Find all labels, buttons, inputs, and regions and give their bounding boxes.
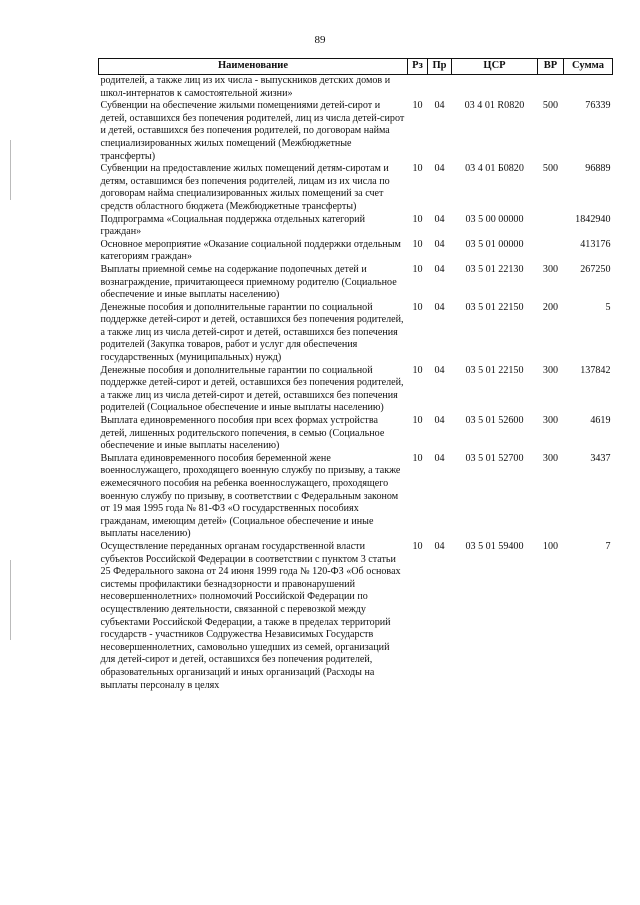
- row-pr: 04: [434, 163, 445, 175]
- header-vr: ВР: [538, 59, 564, 75]
- header-sum: Сумма: [564, 59, 613, 75]
- row-rz: 10: [412, 364, 423, 376]
- row-name: Выплата единовременного пособия при всех формах устройства детей, лишенных родительского попечения, в семью (Социальное обеспечение и иные выплаты населению): [100, 415, 385, 452]
- table-row: [99, 415, 613, 453]
- row-csr: 03 5 01 52700: [465, 452, 524, 464]
- row-sum: [564, 75, 613, 101]
- row-vr: 300: [542, 364, 559, 376]
- row-name: Субвенции на обеспечение жилыми помещениями детей-сирот и детей, оставшихся без попечения родителей, лиц из числа детей-сирот и детей, оставшихся без попечения родителей, по договорам найма специализированных жилых помещений (Межбюджетные трансферты): [100, 100, 405, 162]
- row-name: Осуществление переданных органам государственной власти субъектов Российской Федерации в соответствии с пунктом 3 статьи 25 Федерального закона от 24 июня 1999 года № 120-ФЗ «Об основах системы профилактики безнадзорности и правонарушений несовершеннолетних» полномочий Российской Федерации по осуществлению деятельности, связанной с перевозкой между субъектами Российской Федерации, а также в пределах территорий государств - участников Содружества Независимых Государств несовершеннолетних, самовольно ушедших из семей, организаций для детей-сирот и детей, оставшихся без попечения родителей, образовательных организаций и иных организаций (Расходы на выплаты персоналу в целях: [100, 540, 401, 691]
- row-csr: 03 5 01 22150: [465, 301, 524, 313]
- row-rz: 10: [412, 301, 423, 313]
- row-pr: 04: [434, 364, 445, 376]
- scan-edge-mark: [10, 140, 11, 200]
- table-row: [99, 75, 613, 101]
- row-csr: 03 4 01 R0820: [464, 100, 525, 112]
- row-vr: 200: [542, 301, 559, 313]
- row-pr: 04: [434, 100, 445, 112]
- row-sum: 1842940: [575, 213, 611, 225]
- row-vr: [538, 239, 564, 264]
- row-sum: 3437: [590, 452, 611, 464]
- row-sum: 267250: [580, 263, 611, 275]
- row-vr: [538, 214, 564, 239]
- row-rz: 10: [412, 263, 423, 275]
- row-rz: 10: [412, 452, 423, 464]
- row-pr: 04: [434, 540, 445, 552]
- budget-table: [98, 58, 613, 692]
- header-csr: ЦСР: [452, 59, 538, 75]
- table-row: [99, 365, 613, 415]
- row-csr: 03 4 01 Б0820: [465, 163, 524, 175]
- row-pr: 04: [434, 301, 445, 313]
- row-pr: 04: [434, 415, 445, 427]
- row-sum: 4619: [590, 415, 611, 427]
- row-rz: 10: [412, 415, 423, 427]
- row-sum: 5: [605, 301, 611, 313]
- row-name: Подпрограмма «Социальная поддержка отдельных категорий граждан»: [100, 213, 365, 238]
- row-rz: 10: [412, 540, 423, 552]
- row-csr: 03 5 01 22150: [465, 364, 524, 376]
- row-vr: 500: [542, 100, 559, 112]
- row-csr: 03 5 00 00000: [465, 213, 524, 225]
- row-name: Выплаты приемной семье на содержание подопечных детей и вознаграждение, причитающееся приемному родителю (Социальное обеспечение и иные выплаты населению): [100, 263, 397, 301]
- row-sum: 413176: [580, 238, 611, 250]
- row-csr: 03 5 01 00000: [465, 238, 524, 250]
- header-name: Наименование: [99, 59, 408, 75]
- scan-edge-mark: [10, 560, 11, 640]
- row-rz: 10: [412, 238, 423, 250]
- row-pr: 04: [434, 452, 445, 464]
- row-name: Субвенции на предоставление жилых помещений детям-сиротам и детям, оставшимся без попечения родителей, лицам из их числа по договорам найма специализированных жилых помещений за счет средств областного бюджета (Межбюджетные трансферты): [100, 163, 390, 212]
- row-pr: 04: [434, 213, 445, 225]
- table-row: [99, 541, 613, 692]
- table-row: [99, 214, 613, 239]
- row-vr: 100: [542, 540, 559, 552]
- row-pr: 04: [434, 238, 445, 250]
- row-vr: [538, 75, 564, 101]
- row-sum: 96889: [585, 163, 611, 175]
- row-name: Денежные пособия и дополнительные гарантии по социальной поддержке детей-сирот и детей, оставшихся без попечения родителей, а также лиц из числа детей-сирот и детей, оставшихся без попечения родителей (Социальное обеспечение и иные выплаты населению): [100, 364, 404, 414]
- row-sum: 76339: [585, 100, 611, 112]
- row-csr: 03 5 01 52600: [465, 415, 524, 427]
- row-sum: 137842: [580, 364, 611, 376]
- row-name: Денежные пособия и дополнительные гарантии по социальной поддержке детей-сирот и детей, оставшихся без попечения родителей, а также лиц из числа детей-сирот и детей, оставшихся без попечения родителей (Закупка товаров, работ и услуг для обеспечения государственных (муниципальных) нужд): [100, 301, 404, 364]
- row-csr: 03 5 01 22130: [465, 263, 524, 275]
- table-row: [99, 239, 613, 264]
- row-name: родителей, а также лиц из их числа - выпускников детских домов и школ-интернатов к самостоятельной жизни»: [100, 75, 391, 99]
- row-vr: 300: [542, 452, 559, 464]
- row-vr: 300: [542, 415, 559, 427]
- row-csr: 03 5 01 59400: [465, 540, 524, 552]
- header-pr: Пр: [428, 59, 452, 75]
- table-header-row: [99, 59, 613, 75]
- row-vr: 500: [542, 163, 559, 175]
- row-rz: 10: [412, 163, 423, 175]
- row-rz: 10: [412, 213, 423, 225]
- table-row: [99, 302, 613, 365]
- table-row: [99, 453, 613, 541]
- row-pr: [428, 75, 452, 101]
- table-row: [99, 264, 613, 302]
- row-pr: 04: [434, 263, 445, 275]
- row-name: Выплата единовременного пособия беременной жене военнослужащего, проходящего военную службу по призыву, а также ежемесячного пособия на ребенка военнослужащего, проходящего военную службу по призыву, в соответствии с Федеральным законом от 19 мая 1995 года № 81-ФЗ «О государственных пособиях гражданам, имеющим детей» (Социальное обеспечение и иные выплаты населению): [100, 452, 401, 540]
- row-csr: [452, 75, 538, 101]
- header-rz: Рз: [408, 59, 428, 75]
- row-name: Основное мероприятие «Оказание социальной поддержки отдельным категориям граждан»: [100, 238, 401, 263]
- page-number: 89: [314, 34, 326, 46]
- row-vr: 300: [542, 263, 559, 275]
- row-rz: 10: [412, 100, 423, 112]
- row-sum: 7: [605, 540, 611, 552]
- table-row: [99, 100, 613, 163]
- table-row: [99, 163, 613, 213]
- row-rz: [408, 75, 428, 101]
